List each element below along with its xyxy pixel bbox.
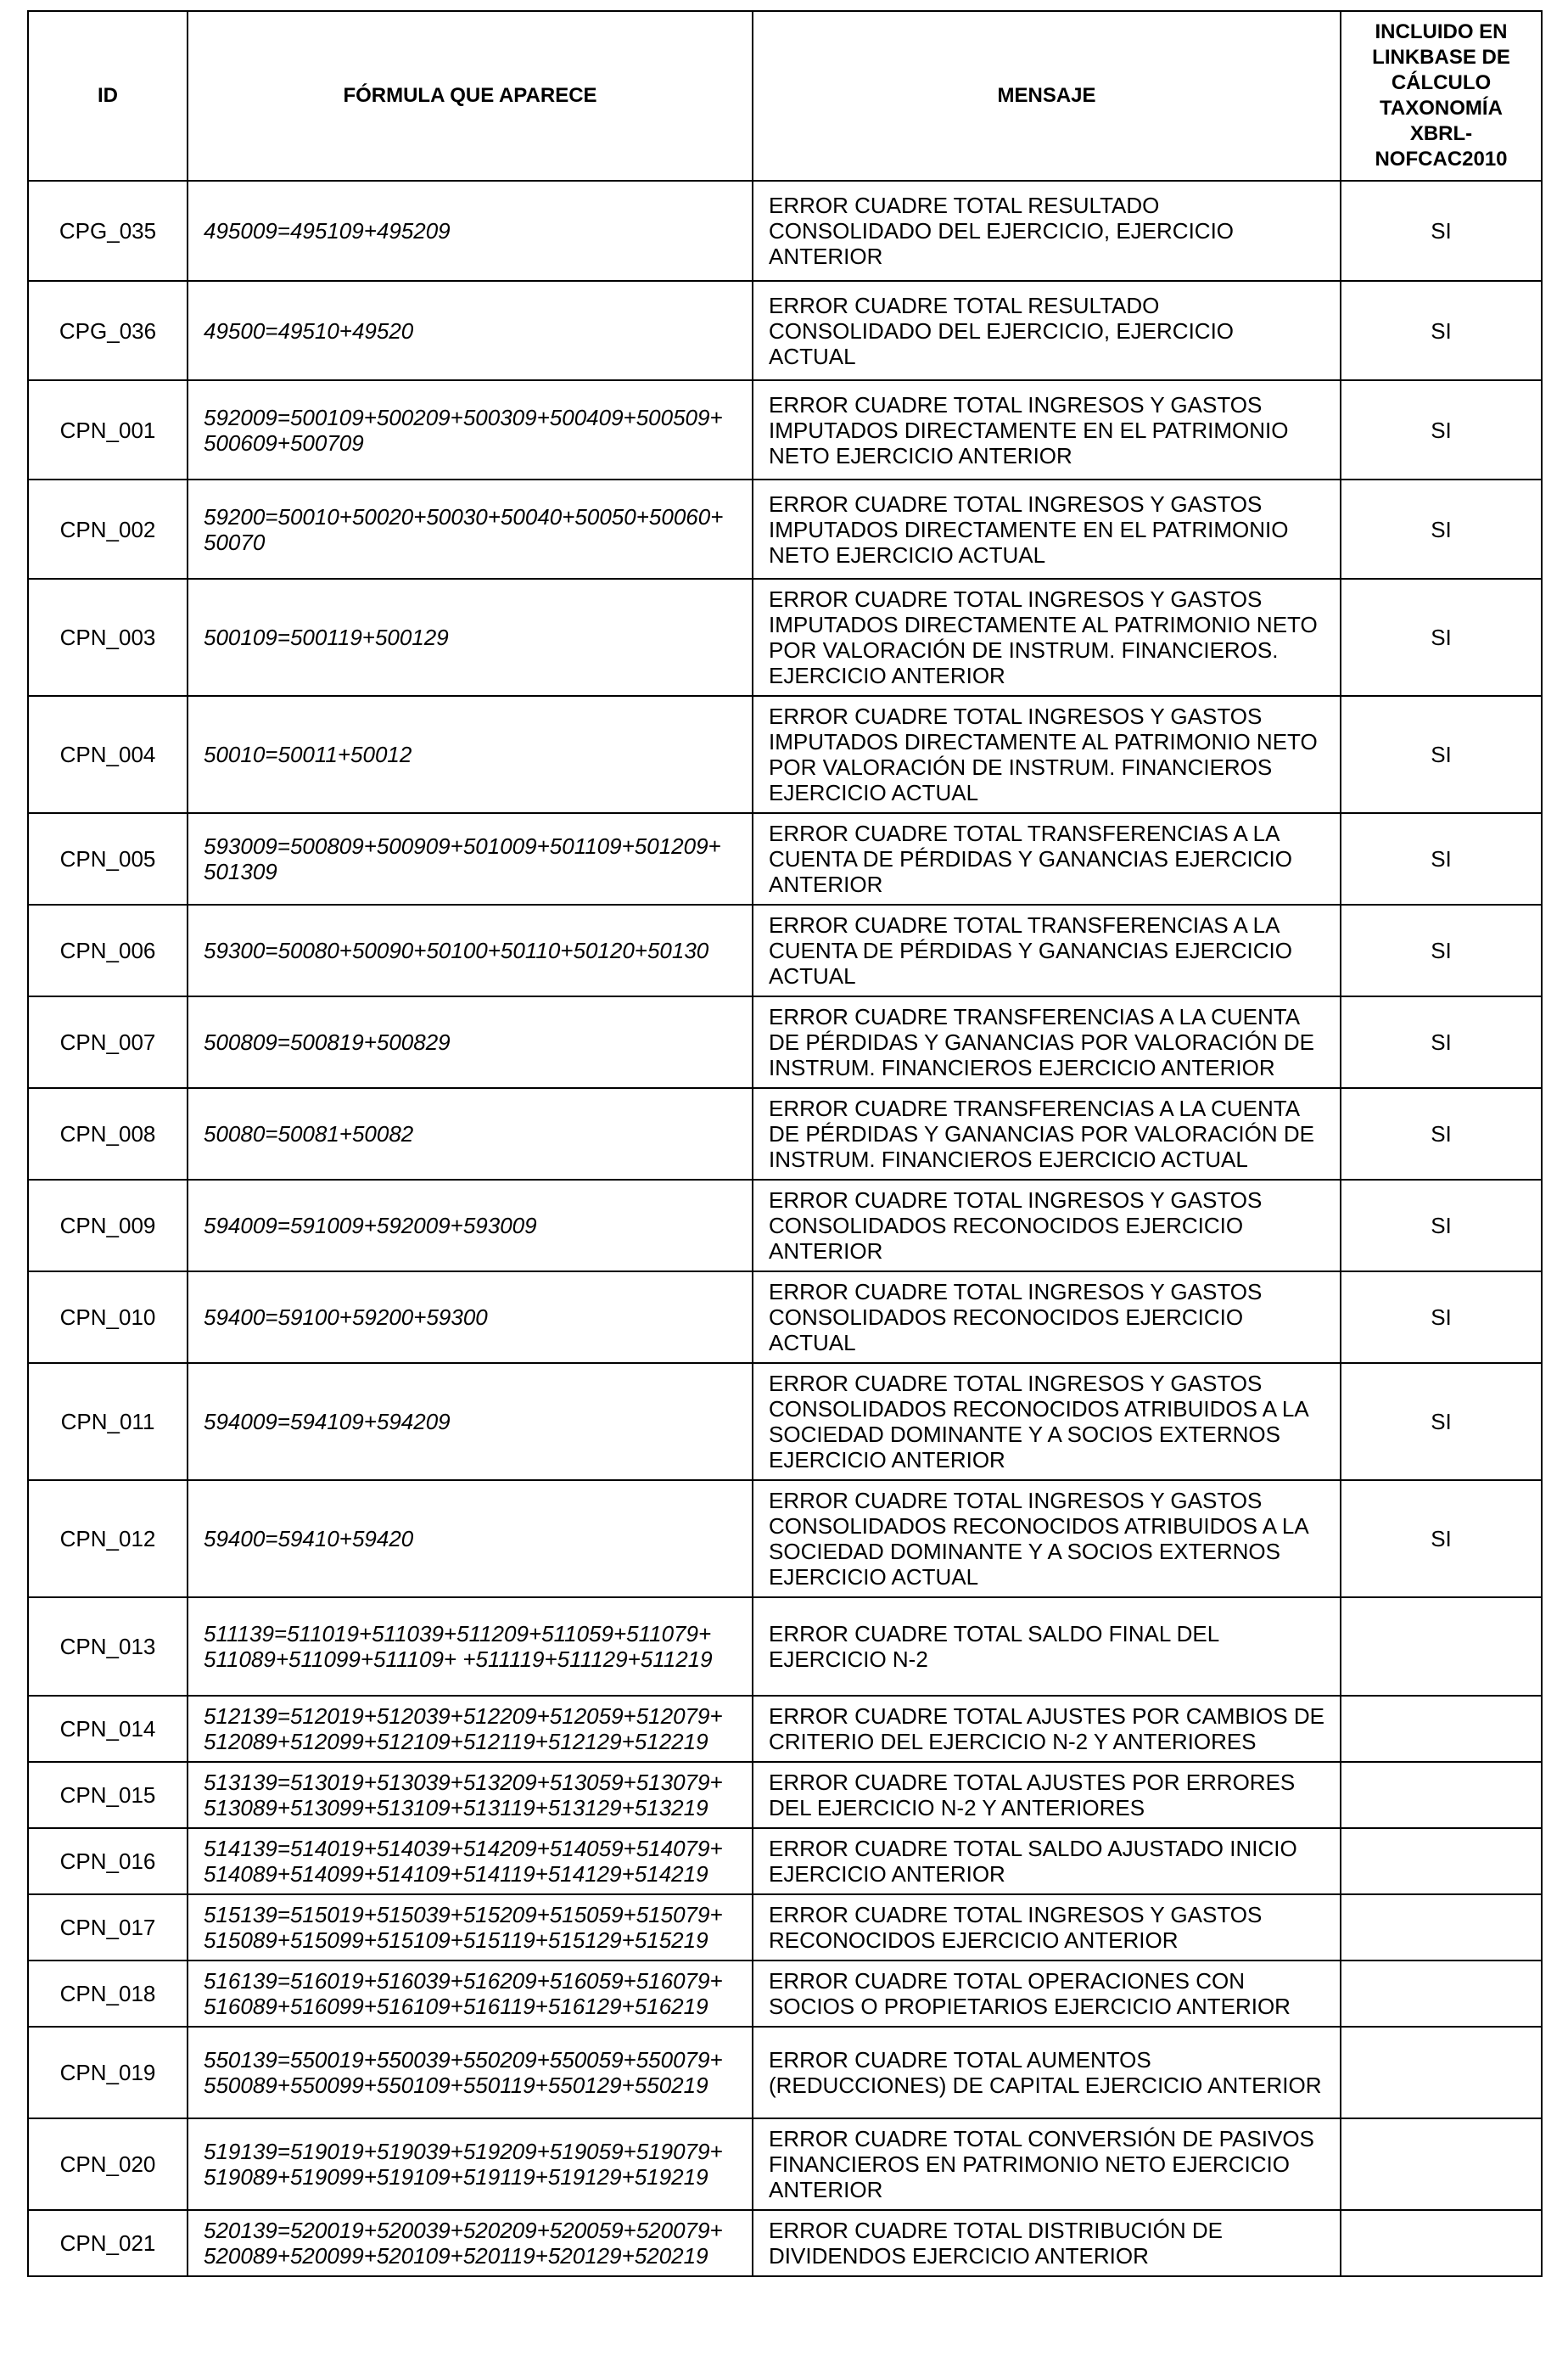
table-row — [28, 905, 1542, 996]
table-row — [28, 1762, 1542, 1828]
row-id: CPN_013 — [28, 1597, 188, 1696]
row-message: ERROR CUADRE TOTAL INGRESOS Y GASTOS CONSOLIDADOS RECONOCIDOS EJERCICIO ANTERIOR — [753, 1180, 1341, 1271]
row-formula: 550139=550019+550039+550209+550059+550079+ 550089+550099+550109+550119+550129+550219 — [188, 2027, 753, 2118]
row-message: ERROR CUADRE TOTAL RESULTADO CONSOLIDADO DEL EJERCICIO, EJERCICIO ACTUAL — [753, 281, 1341, 380]
table-row — [28, 996, 1542, 1088]
row-formula: 59200=50010+50020+50030+50040+50050+50060+ 50070 — [188, 480, 753, 579]
table-row — [28, 1696, 1542, 1762]
row-id: CPN_019 — [28, 2027, 188, 2118]
row-included: SI — [1341, 480, 1542, 579]
row-included — [1341, 1894, 1542, 1961]
table-row — [28, 1597, 1542, 1696]
table-header-row — [28, 11, 1542, 181]
row-included: SI — [1341, 380, 1542, 480]
row-formula: 513139=513019+513039+513209+513059+513079+ 513089+513099+513109+513119+513129+513219 — [188, 1762, 753, 1828]
row-message: ERROR CUADRE TOTAL INGRESOS Y GASTOS IMPUTADOS DIRECTAMENTE AL PATRIMONIO NETO POR VALORACIÓN DE INSTRUM. FINANCIEROS. EJERCICIO ANTERIOR — [753, 579, 1341, 696]
table-row — [28, 579, 1542, 696]
row-formula: 594009=594109+594209 — [188, 1363, 753, 1480]
table-row — [28, 813, 1542, 905]
row-message: ERROR CUADRE TOTAL CONVERSIÓN DE PASIVOS FINANCIEROS EN PATRIMONIO NETO EJERCICIO ANTERIOR — [753, 2118, 1341, 2210]
table-row — [28, 1828, 1542, 1894]
header-id: ID — [28, 11, 188, 181]
table-row — [28, 1088, 1542, 1180]
row-id: CPN_007 — [28, 996, 188, 1088]
header-included: INCLUIDO EN LINKBASE DE CÁLCULO TAXONOMÍA XBRL-NOFCAC2010 — [1341, 11, 1542, 181]
row-id: CPN_017 — [28, 1894, 188, 1961]
row-message: ERROR CUADRE TOTAL AJUSTES POR CAMBIOS DE CRITERIO DEL EJERCICIO N-2 Y ANTERIORES — [753, 1696, 1341, 1762]
row-formula: 500109=500119+500129 — [188, 579, 753, 696]
row-message: ERROR CUADRE TOTAL INGRESOS Y GASTOS CONSOLIDADOS RECONOCIDOS EJERCICIO ACTUAL — [753, 1271, 1341, 1363]
row-included: SI — [1341, 696, 1542, 813]
row-id: CPN_008 — [28, 1088, 188, 1180]
row-id: CPN_021 — [28, 2210, 188, 2276]
row-id: CPN_001 — [28, 380, 188, 480]
row-message: ERROR CUADRE TOTAL AJUSTES POR ERRORES DEL EJERCICIO N-2 Y ANTERIORES — [753, 1762, 1341, 1828]
row-included: SI — [1341, 813, 1542, 905]
row-id: CPN_004 — [28, 696, 188, 813]
table-row — [28, 1363, 1542, 1480]
row-id: CPG_036 — [28, 281, 188, 380]
row-included: SI — [1341, 281, 1542, 380]
row-id: CPN_020 — [28, 2118, 188, 2210]
row-message: ERROR CUADRE TOTAL TRANSFERENCIAS A LA CUENTA DE PÉRDIDAS Y GANANCIAS EJERCICIO ACTUAL — [753, 905, 1341, 996]
row-included: SI — [1341, 1480, 1542, 1597]
row-id: CPN_014 — [28, 1696, 188, 1762]
table-row — [28, 1480, 1542, 1597]
row-message: ERROR CUADRE TRANSFERENCIAS A LA CUENTA DE PÉRDIDAS Y GANANCIAS POR VALORACIÓN DE INSTRUM. FINANCIEROS EJERCICIO ANTERIOR — [753, 996, 1341, 1088]
row-message: ERROR CUADRE TOTAL INGRESOS Y GASTOS CONSOLIDADOS RECONOCIDOS ATRIBUIDOS A LA SOCIEDAD DOMINANTE Y A SOCIOS EXTERNOS EJERCICIO ANTERIOR — [753, 1363, 1341, 1480]
row-included — [1341, 1961, 1542, 2027]
row-included — [1341, 1828, 1542, 1894]
row-included: SI — [1341, 181, 1542, 281]
row-id: CPN_005 — [28, 813, 188, 905]
row-included: SI — [1341, 1363, 1542, 1480]
row-formula: 59400=59410+59420 — [188, 1480, 753, 1597]
table-row — [28, 281, 1542, 380]
row-message: ERROR CUADRE TOTAL DISTRIBUCIÓN DE DIVIDENDOS EJERCICIO ANTERIOR — [753, 2210, 1341, 2276]
table-row — [28, 2118, 1542, 2210]
row-id: CPN_012 — [28, 1480, 188, 1597]
row-included: SI — [1341, 1271, 1542, 1363]
row-message: ERROR CUADRE TOTAL AUMENTOS (REDUCCIONES) DE CAPITAL EJERCICIO ANTERIOR — [753, 2027, 1341, 2118]
row-id: CPN_006 — [28, 905, 188, 996]
row-formula: 519139=519019+519039+519209+519059+519079+ 519089+519099+519109+519119+519129+519219 — [188, 2118, 753, 2210]
row-id: CPN_015 — [28, 1762, 188, 1828]
row-included — [1341, 1597, 1542, 1696]
row-formula: 512139=512019+512039+512209+512059+512079+ 512089+512099+512109+512119+512129+512219 — [188, 1696, 753, 1762]
row-id: CPN_016 — [28, 1828, 188, 1894]
row-formula: 515139=515019+515039+515209+515059+515079+ 515089+515099+515109+515119+515129+515219 — [188, 1894, 753, 1961]
row-formula: 520139=520019+520039+520209+520059+520079+ 520089+520099+520109+520119+520129+520219 — [188, 2210, 753, 2276]
row-id: CPN_002 — [28, 480, 188, 579]
row-message: ERROR CUADRE TOTAL RESULTADO CONSOLIDADO DEL EJERCICIO, EJERCICIO ANTERIOR — [753, 181, 1341, 281]
table-row — [28, 181, 1542, 281]
row-message: ERROR CUADRE TOTAL INGRESOS Y GASTOS IMPUTADOS DIRECTAMENTE EN EL PATRIMONIO NETO EJERCICIO ACTUAL — [753, 480, 1341, 579]
row-included: SI — [1341, 1088, 1542, 1180]
table-row — [28, 380, 1542, 480]
table-row — [28, 1961, 1542, 2027]
row-included: SI — [1341, 579, 1542, 696]
row-message: ERROR CUADRE TOTAL SALDO FINAL DEL EJERCICIO N-2 — [753, 1597, 1341, 1696]
row-formula: 59400=59100+59200+59300 — [188, 1271, 753, 1363]
row-id: CPN_009 — [28, 1180, 188, 1271]
row-included — [1341, 1762, 1542, 1828]
row-message: ERROR CUADRE TOTAL TRANSFERENCIAS A LA CUENTA DE PÉRDIDAS Y GANANCIAS EJERCICIO ANTERIOR — [753, 813, 1341, 905]
row-message: ERROR CUADRE TOTAL OPERACIONES CON SOCIOS O PROPIETARIOS EJERCICIO ANTERIOR — [753, 1961, 1341, 2027]
row-message: ERROR CUADRE TOTAL INGRESOS Y GASTOS IMPUTADOS DIRECTAMENTE AL PATRIMONIO NETO POR VALORACIÓN DE INSTRUM. FINANCIEROS EJERCICIO ACTUAL — [753, 696, 1341, 813]
validation-rules-table — [27, 10, 1543, 2277]
row-message: ERROR CUADRE TRANSFERENCIAS A LA CUENTA DE PÉRDIDAS Y GANANCIAS POR VALORACIÓN DE INSTRUM. FINANCIEROS EJERCICIO ACTUAL — [753, 1088, 1341, 1180]
row-message: ERROR CUADRE TOTAL SALDO AJUSTADO INICIO EJERCICIO ANTERIOR — [753, 1828, 1341, 1894]
row-formula: 59300=50080+50090+50100+50110+50120+50130 — [188, 905, 753, 996]
row-included — [1341, 2118, 1542, 2210]
table-row — [28, 696, 1542, 813]
table-row — [28, 1180, 1542, 1271]
row-formula: 594009=591009+592009+593009 — [188, 1180, 753, 1271]
table-row — [28, 1271, 1542, 1363]
row-id: CPN_010 — [28, 1271, 188, 1363]
row-formula: 495009=495109+495209 — [188, 181, 753, 281]
row-message: ERROR CUADRE TOTAL INGRESOS Y GASTOS IMPUTADOS DIRECTAMENTE EN EL PATRIMONIO NETO EJERCICIO ANTERIOR — [753, 380, 1341, 480]
header-formula: FÓRMULA QUE APARECE — [188, 11, 753, 181]
row-formula: 516139=516019+516039+516209+516059+516079+ 516089+516099+516109+516119+516129+516219 — [188, 1961, 753, 2027]
row-id: CPG_035 — [28, 181, 188, 281]
header-message: MENSAJE — [753, 11, 1341, 181]
row-id: CPN_018 — [28, 1961, 188, 2027]
row-formula: 593009=500809+500909+501009+501109+501209+ 501309 — [188, 813, 753, 905]
row-formula: 511139=511019+511039+511209+511059+511079+ 511089+511099+511109+ +511119+511129+511219 — [188, 1597, 753, 1696]
table-row — [28, 480, 1542, 579]
row-id: CPN_011 — [28, 1363, 188, 1480]
row-formula: 514139=514019+514039+514209+514059+514079+ 514089+514099+514109+514119+514129+514219 — [188, 1828, 753, 1894]
row-included — [1341, 2210, 1542, 2276]
table-row — [28, 2027, 1542, 2118]
row-formula: 500809=500819+500829 — [188, 996, 753, 1088]
table-row — [28, 1894, 1542, 1961]
row-included: SI — [1341, 996, 1542, 1088]
row-formula: 592009=500109+500209+500309+500409+500509+ 500609+500709 — [188, 380, 753, 480]
row-message: ERROR CUADRE TOTAL INGRESOS Y GASTOS CONSOLIDADOS RECONOCIDOS ATRIBUIDOS A LA SOCIEDAD DOMINANTE Y A SOCIOS EXTERNOS EJERCICIO ACTUAL — [753, 1480, 1341, 1597]
row-formula: 50080=50081+50082 — [188, 1088, 753, 1180]
row-included — [1341, 2027, 1542, 2118]
row-included: SI — [1341, 1180, 1542, 1271]
row-formula: 50010=50011+50012 — [188, 696, 753, 813]
row-included: SI — [1341, 905, 1542, 996]
row-message: ERROR CUADRE TOTAL INGRESOS Y GASTOS RECONOCIDOS EJERCICIO ANTERIOR — [753, 1894, 1341, 1961]
row-formula: 49500=49510+49520 — [188, 281, 753, 380]
row-included — [1341, 1696, 1542, 1762]
table-row — [28, 2210, 1542, 2276]
row-id: CPN_003 — [28, 579, 188, 696]
